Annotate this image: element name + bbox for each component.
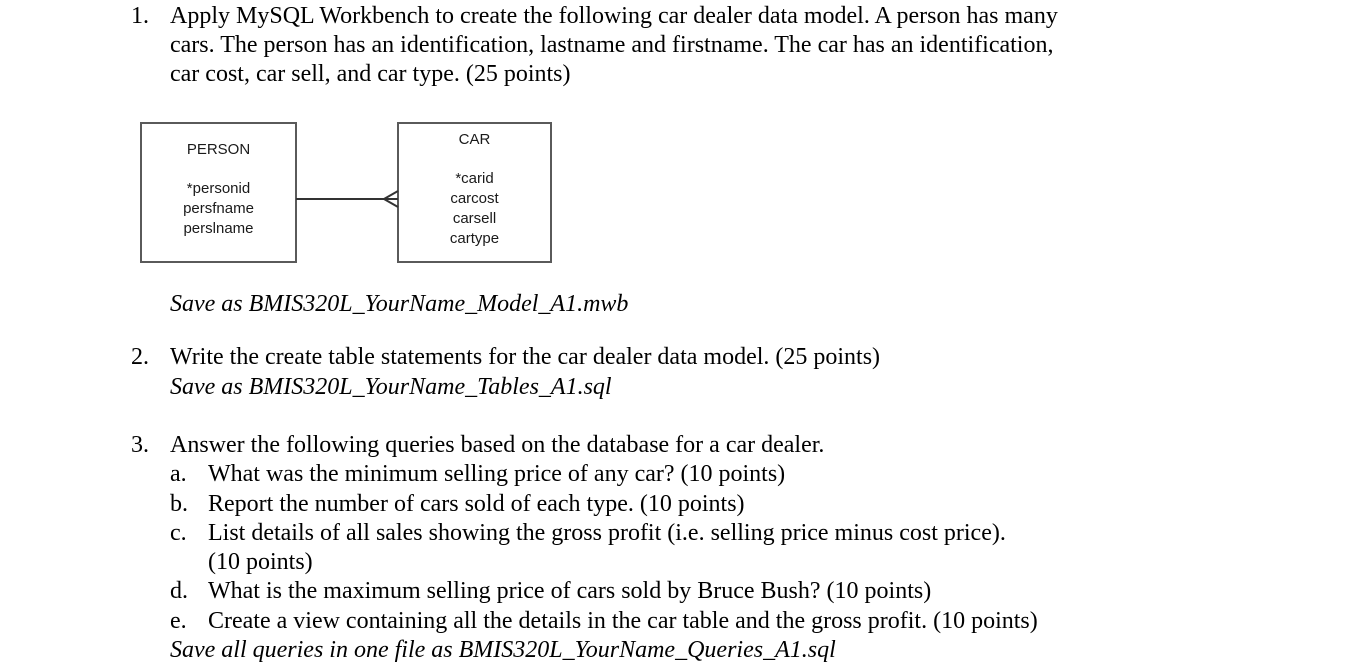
- q3c-letter: c.: [170, 520, 187, 546]
- q3a-text: What was the minimum selling price of any car? (10 points): [208, 461, 786, 487]
- person-entity: [140, 122, 297, 263]
- q1-save-as: Save as BMIS320L_YourName_Model_A1.mwb: [170, 291, 629, 317]
- q1-line-3: car cost, car sell, and car type. (25 points): [170, 61, 571, 87]
- crowfoot-lower: [384, 199, 398, 207]
- q3b-text: Report the number of cars sold of each type. (10 points): [208, 491, 745, 517]
- q1-number: 1.: [131, 3, 149, 29]
- crowfoot-upper: [384, 191, 398, 199]
- person-attr-persfname: persfname: [183, 200, 254, 217]
- person-attr-perslname: perslname: [183, 220, 254, 237]
- q3d-letter: d.: [170, 578, 188, 604]
- person-attr-personid: *personid: [186, 180, 251, 197]
- car-attr-carid: *carid: [455, 170, 494, 187]
- q3b-letter: b.: [170, 491, 188, 517]
- car-entity-title: CAR: [458, 131, 491, 148]
- q3-text: Answer the following queries based on the database for a car dealer.: [170, 432, 825, 458]
- q1-line-2: cars. The person has an identification, lastname and firstname. The car has an identification,: [170, 32, 1054, 58]
- car-attr-cartype: cartype: [449, 230, 500, 247]
- q2-number: 2.: [131, 344, 149, 370]
- q2-text: Write the create table statements for the car dealer data model. (25 points): [170, 344, 881, 370]
- q3d-text: What is the maximum selling price of cars sold by Bruce Bush? (10 points): [208, 578, 932, 604]
- car-attr-carsell: carsell: [452, 210, 497, 227]
- q3-number: 3.: [131, 432, 149, 458]
- q2-save-as: Save as BMIS320L_YourName_Tables_A1.sql: [170, 374, 612, 400]
- car-entity: [397, 122, 552, 263]
- q3e-letter: e.: [170, 608, 187, 634]
- q3a-letter: a.: [170, 461, 187, 487]
- one-to-many-relationship-line: [296, 180, 400, 220]
- q3-save-as: Save all queries in one file as BMIS320L_YourName_Queries_A1.sql: [170, 637, 836, 663]
- person-entity-title: PERSON: [186, 141, 251, 158]
- q1-line-1: Apply MySQL Workbench to create the following car dealer data model. A person has many: [170, 3, 1058, 29]
- q3c-text: List details of all sales showing the gross profit (i.e. selling price minus cost price).: [208, 520, 1006, 546]
- q3c-continuation: (10 points): [208, 549, 313, 575]
- car-attr-carcost: carcost: [450, 190, 499, 207]
- q3e-text: Create a view containing all the details in the car table and the gross profit. (10 points): [208, 608, 1038, 634]
